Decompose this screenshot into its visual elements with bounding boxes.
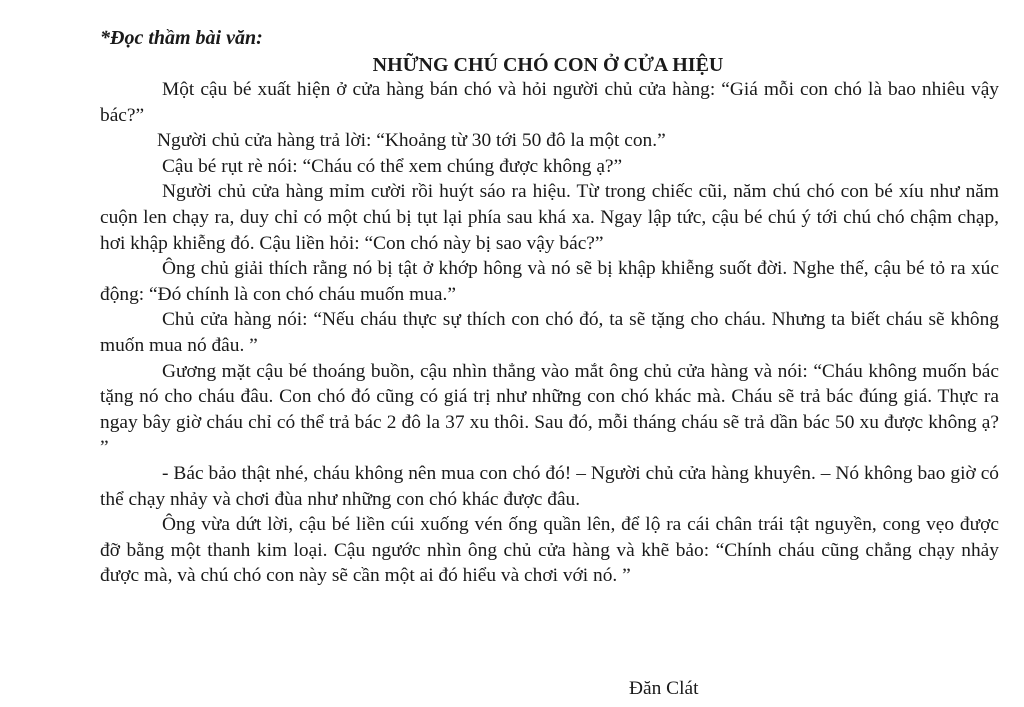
reading-instruction-heading: *Đọc thầm bài văn: [100,27,263,49]
paragraph-8: - Bác bảo thật nhé, cháu không nên mua con chó đó! – Người chủ cửa hàng khuyên. – Nó không bao giờ có thể chạy nhảy và chơi đùa như những con chó khác được đâu. [100,462,999,510]
story-title: NHỮNG CHÚ CHÓ CON Ở CỬA HIỆU [372,54,724,76]
paragraph-2: Người chủ cửa hàng trả lời: “Khoảng từ 30 tới 50 đô la một con.” [157,130,666,152]
author-name: Đăn Clát [629,678,699,699]
paragraph-1: Một cậu bé xuất hiện ở cửa hàng bán chó và hỏi người chủ cửa hàng: “Giá mỗi con chó là bao nhiêu vậy bác?” [100,79,999,126]
paragraph-3: Cậu bé rụt rè nói: “Cháu có thể xem chúng được không ạ?” [162,155,623,177]
paragraph-4: Người chủ cửa hàng mỉm cười rồi huýt sáo ra hiệu. Từ trong chiếc cũi, năm chú chó con bé xíu như năm cuộn len chạy ra, duy chỉ có một chú bị tụt lại phía sau khá xa. Ngay lập tức, cậu bé chú ý tới chú chó chậm chạp, hơi khập khiễng đó. Cậu liền hỏi: “Con chó này bị sao vậy bác?” [100,181,999,254]
paragraph-5: Ông chủ giải thích rằng nó bị tật ở khớp hông và nó sẽ bị khập khiễng suốt đời. Nghe thế, cậu bé tỏ ra xúc động: “Đó chính là con chó cháu muốn mua.” [100,258,999,305]
story-body [100,77,999,589]
paragraph-9: Ông vừa dứt lời, cậu bé liền cúi xuống vén ống quần lên, để lộ ra cái chân trái tật nguyền, cong vẹo được đỡ bằng một thanh kim loại. Cậu ngước nhìn ông chủ cửa hàng và khẽ bảo: “Chính cháu cũng chẳng chạy nhảy được mà, và chú chó con này sẽ cần một ai đó hiểu và chơi với nó. ” [100,514,999,587]
paragraph-7: Gương mặt cậu bé thoáng buồn, cậu nhìn thẳng vào mắt ông chủ cửa hàng và nói: “Cháu không muốn bác tặng nó cho cháu đâu. Con chó đó cũng có giá trị như những con chó khác mà. Cháu sẽ trả bác đúng giá. Thực ra ngay bây giờ cháu chỉ có thể trả bác 2 đô la 37 xu thôi. Sau đó, mỗi tháng cháu sẽ trả dần bác 50 xu được không ạ? ” [100,360,999,459]
paragraph-6: Chủ cửa hàng nói: “Nếu cháu thực sự thích con chó đó, ta sẽ tặng cho cháu. Nhưng ta biết cháu sẽ không muốn mua nó đâu. ” [100,309,999,356]
